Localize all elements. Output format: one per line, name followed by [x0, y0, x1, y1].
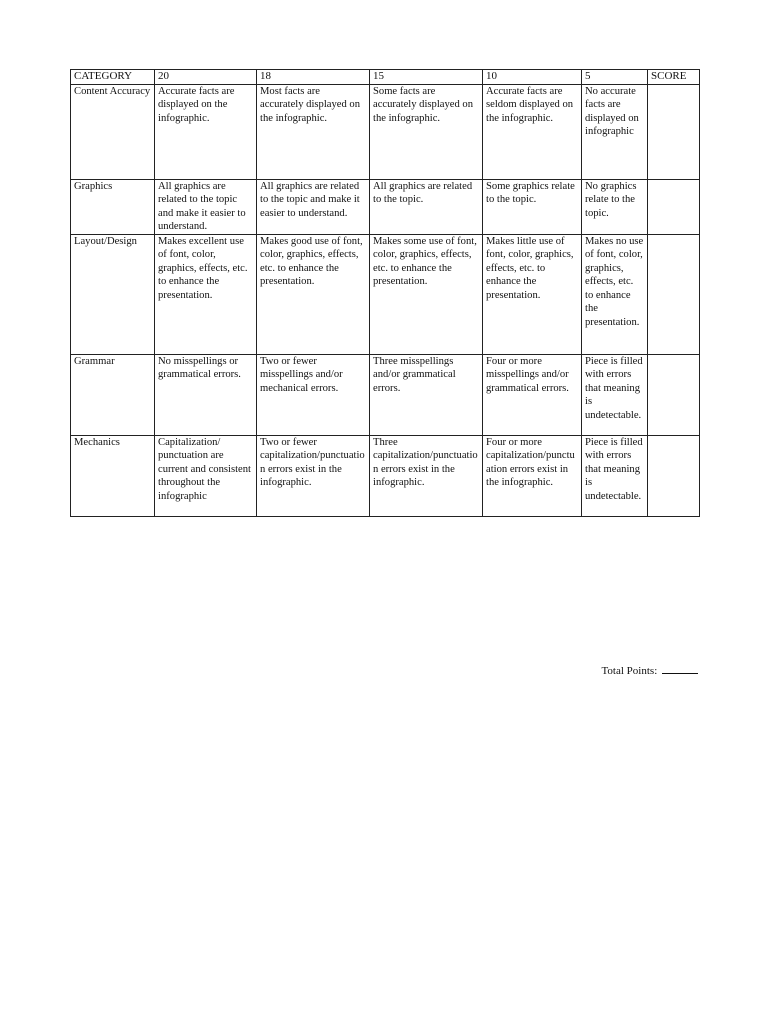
criteria-cell-20: All graphics are related to the topic and make it easier to understand. — [155, 179, 257, 234]
criteria-cell-20: Accurate facts are displayed on the infographic. — [155, 84, 257, 179]
total-points-blank[interactable] — [662, 664, 698, 674]
criteria-cell-18: Makes good use of font, color, graphics, effects, etc. to enhance the presentation. — [257, 234, 370, 354]
score-cell[interactable] — [648, 234, 700, 354]
header-points-15: 15 — [370, 70, 483, 85]
criteria-cell-10: Four or more misspellings and/or grammatical errors. — [483, 354, 582, 435]
rubric-table — [70, 69, 700, 517]
row-graphics — [71, 179, 700, 234]
criteria-cell-20: No misspellings or grammatical errors. — [155, 354, 257, 435]
criteria-cell-5: Piece is filled with errors that meaning is undetectable. — [582, 435, 648, 516]
total-points — [601, 664, 698, 677]
criteria-cell-15: Three capitalization/punctuation errors exist in the infographic. — [370, 435, 483, 516]
row-grammar — [71, 354, 700, 435]
row-content-accuracy — [71, 84, 700, 179]
header-points-20: 20 — [155, 70, 257, 85]
criteria-cell-15: Three misspellings and/or grammatical errors. — [370, 354, 483, 435]
total-points-label: Total Points: — [601, 665, 658, 677]
score-cell[interactable] — [648, 354, 700, 435]
category-cell: Layout/Design — [71, 234, 155, 354]
criteria-cell-20: Capitalization/ punctuation are current and consistent throughout the infographic — [155, 435, 257, 516]
row-mechanics — [71, 435, 700, 516]
criteria-cell-18: Two or fewer capitalization/punctuation errors exist in the infographic. — [257, 435, 370, 516]
category-cell: Content Accuracy — [71, 84, 155, 179]
category-cell: Graphics — [71, 179, 155, 234]
criteria-cell-10: Some graphics relate to the topic. — [483, 179, 582, 234]
header-points-5: 5 — [582, 70, 648, 85]
criteria-cell-20: Makes excellent use of font, color, graphics, effects, etc. to enhance the presentation. — [155, 234, 257, 354]
header-points-10: 10 — [483, 70, 582, 85]
criteria-cell-5: Makes no use of font, color, graphics, effects, etc. to enhance the presentation. — [582, 234, 648, 354]
header-row — [71, 70, 700, 85]
criteria-cell-5: No graphics relate to the topic. — [582, 179, 648, 234]
header-category: CATEGORY — [71, 70, 155, 85]
criteria-cell-10: Accurate facts are seldom displayed on the infographic. — [483, 84, 582, 179]
criteria-cell-10: Four or more capitalization/punctuation errors exist in the infographic. — [483, 435, 582, 516]
criteria-cell-18: Two or fewer misspellings and/or mechanical errors. — [257, 354, 370, 435]
criteria-cell-15: All graphics are related to the topic. — [370, 179, 483, 234]
criteria-cell-18: Most facts are accurately displayed on the infographic. — [257, 84, 370, 179]
criteria-cell-5: Piece is filled with errors that meaning is undetectable. — [582, 354, 648, 435]
score-cell[interactable] — [648, 84, 700, 179]
score-cell[interactable] — [648, 179, 700, 234]
header-points-18: 18 — [257, 70, 370, 85]
criteria-cell-15: Some facts are accurately displayed on the infographic. — [370, 84, 483, 179]
row-layout-design — [71, 234, 700, 354]
score-cell[interactable] — [648, 435, 700, 516]
criteria-cell-5: No accurate facts are displayed on infographic — [582, 84, 648, 179]
criteria-cell-15: Makes some use of font, color, graphics, effects, etc. to enhance the presentation. — [370, 234, 483, 354]
category-cell: Mechanics — [71, 435, 155, 516]
criteria-cell-18: All graphics are related to the topic and make it easier to understand. — [257, 179, 370, 234]
criteria-cell-10: Makes little use of font, color, graphics, effects, etc. to enhance the presentation. — [483, 234, 582, 354]
header-score: SCORE — [648, 70, 700, 85]
category-cell: Grammar — [71, 354, 155, 435]
